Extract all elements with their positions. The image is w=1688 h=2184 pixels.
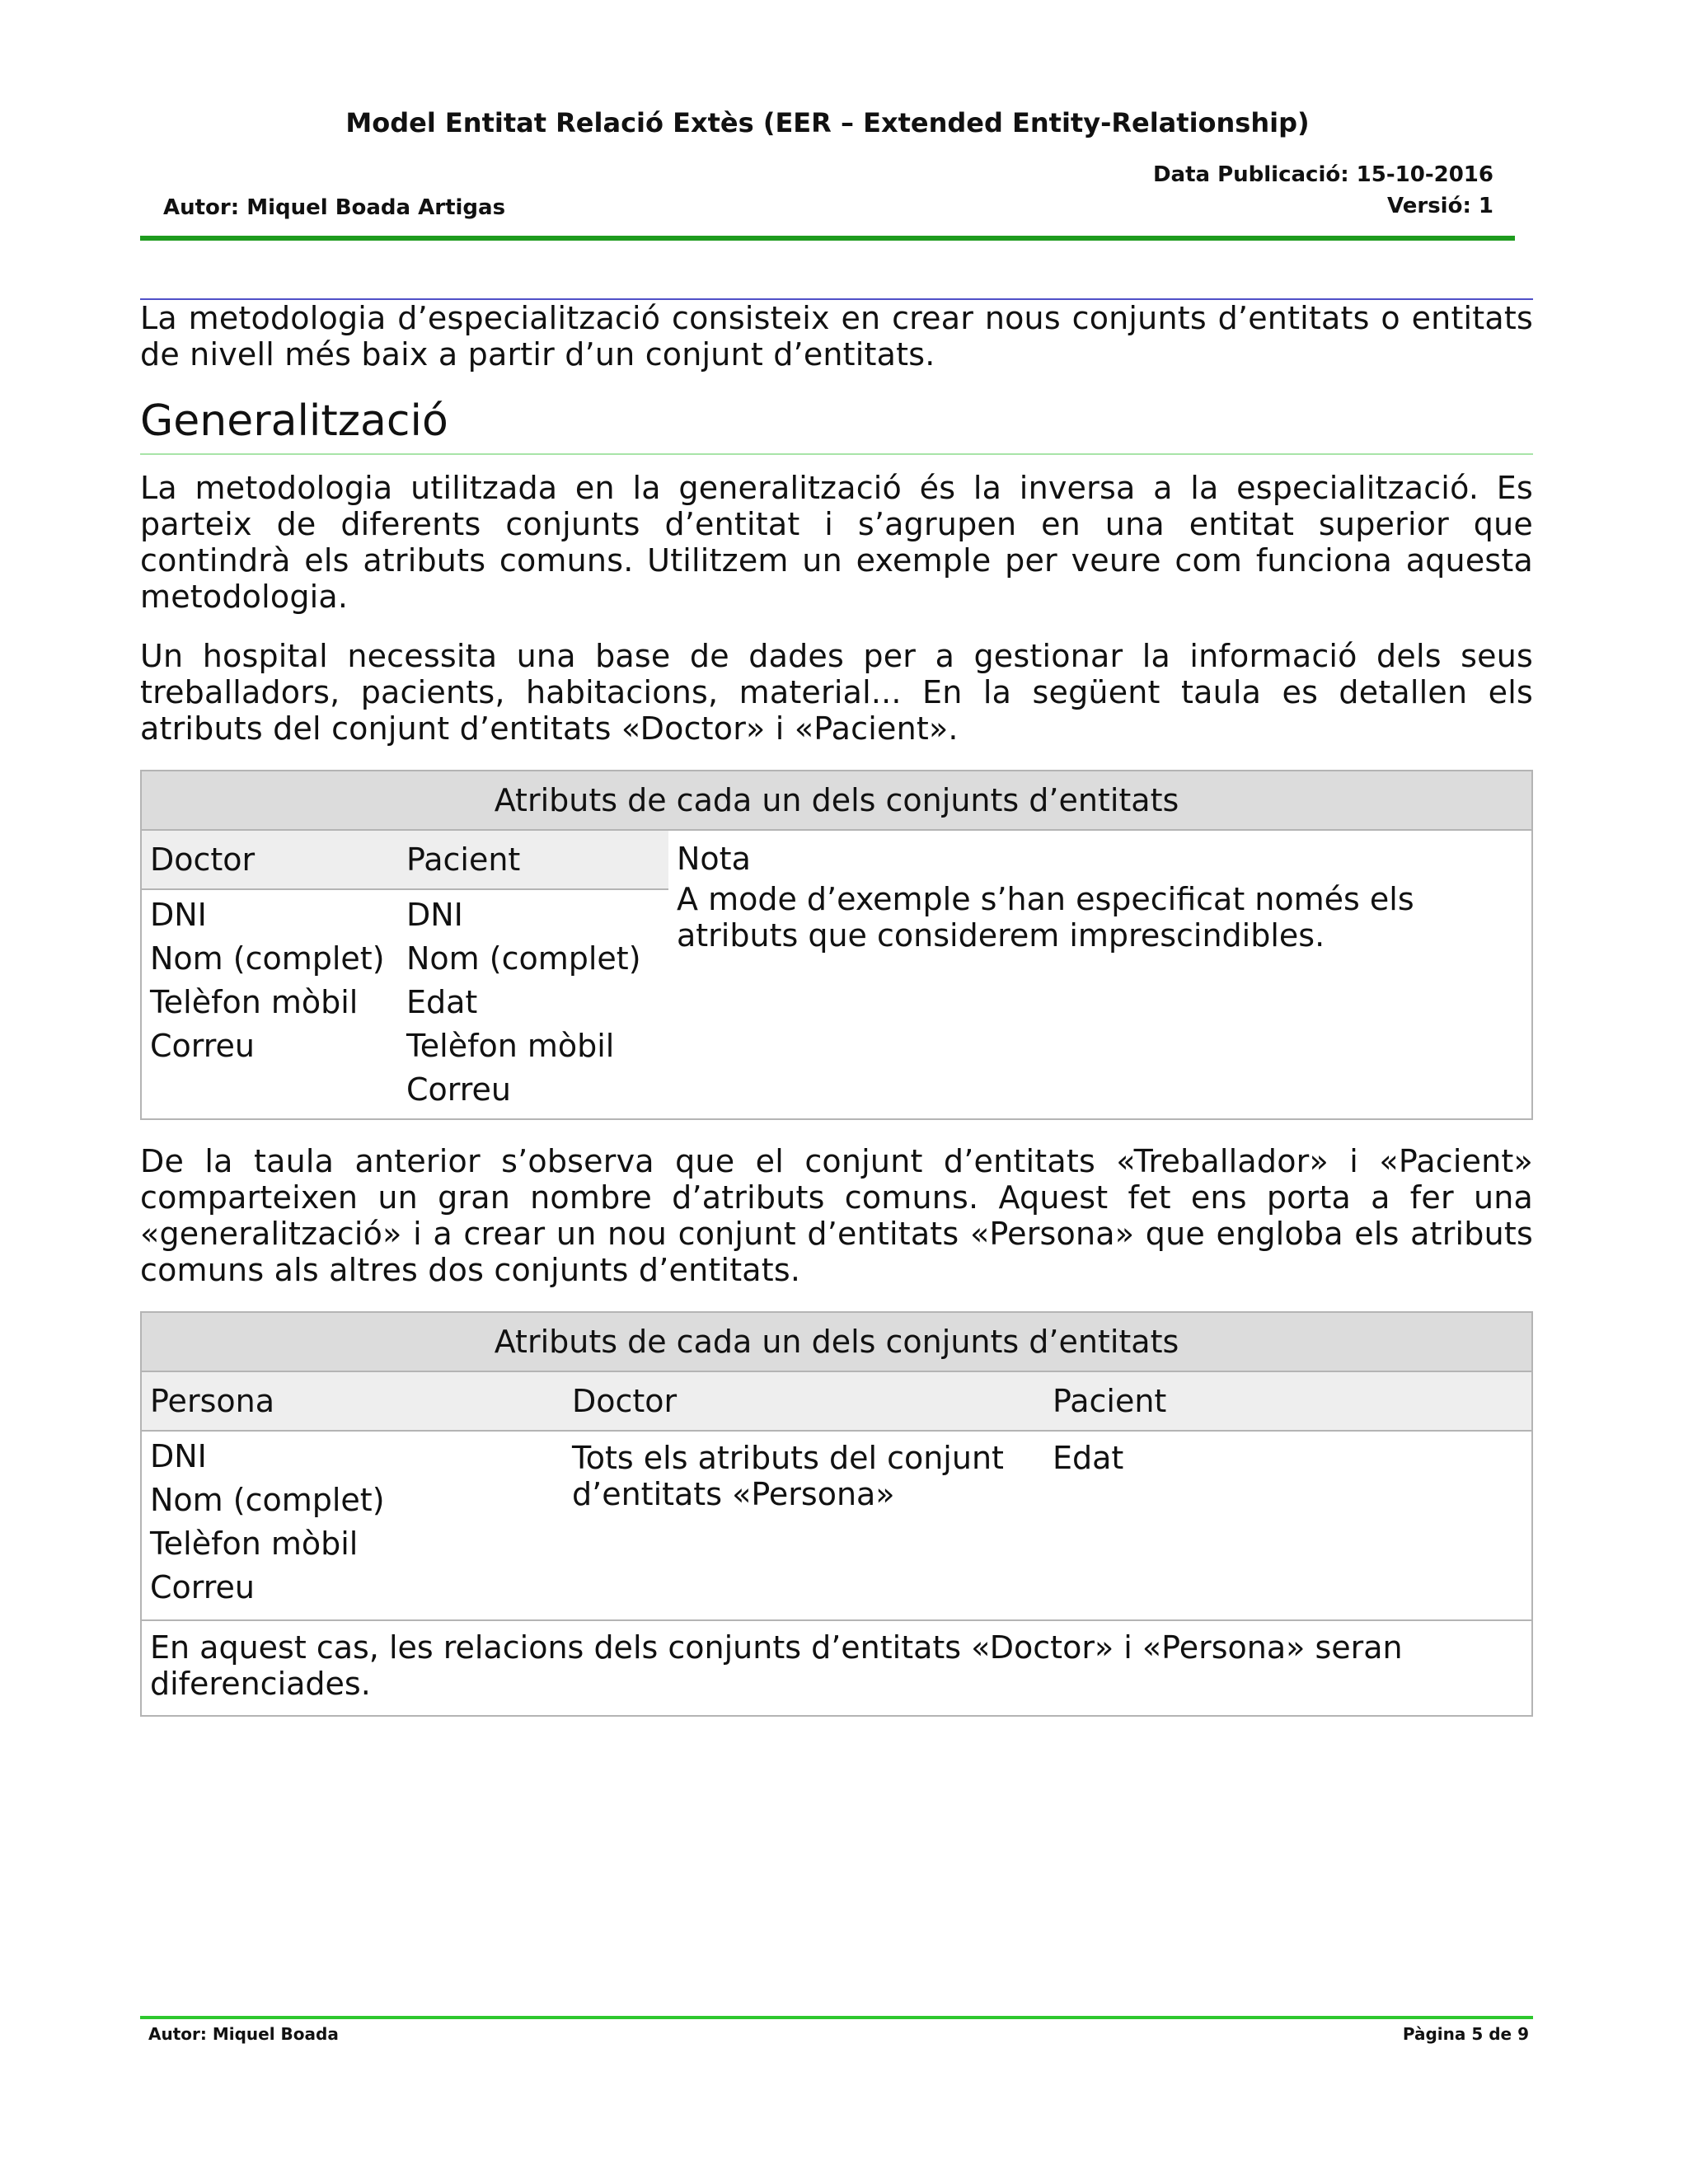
version-label: Versió: 1 [1387,194,1493,218]
table1-header-nota: Nota [677,841,751,877]
page-number: Pàgina 5 de 9 [1402,2024,1529,2044]
attributes-table-1 [140,770,1533,1120]
footer-author: Autor: Miquel Boada [148,2024,339,2044]
table1-note: A mode d’exemple s’han especificat només els atributs que considerem imprescindibles. [677,881,1414,954]
intro-paragraph: La metodologia d’especialització consisteix en crear nous conjunts d’entitats o entitats de nivell més baix a partir d’un conjunt d’entitats. [140,300,1533,373]
section-heading: Generalització [140,396,448,446]
list-item: Nom (complet) [406,940,641,977]
list-item: DNI [150,897,207,933]
table1-caption: Atributs de cada un dels conjunts d’entitats [141,771,1532,830]
list-item: Nom (complet) [150,940,385,977]
table2-pacient-attributes: Edat [1053,1440,1124,1476]
list-item: DNI [150,1438,207,1474]
paragraph-observation: De la taula anterior s’observa que el conjunt d’entitats «Treballador» i «Pacient» comparteixen un gran nombre d’atributs comuns. Aquest fet ens porta a fer una «generalització» i a crear un nou conjunt d’entitats «Persona» que engloba els atributs comuns als altres dos conjunts d’entitats. [140,1143,1533,1288]
heading-divider [140,453,1533,455]
table1-doctor-attributes [141,889,398,1119]
header-divider [140,236,1515,241]
table2-header-pacient: Pacient [1044,1371,1532,1431]
table1-pacient-attributes [398,889,668,1119]
table2-header-doctor: Doctor [564,1371,1044,1431]
table1-header-doctor: Doctor [141,830,398,889]
list-item: Telèfon mòbil [150,984,359,1020]
table1-header-pacient: Pacient [398,830,668,889]
page-content [140,298,1533,1717]
footer-divider [140,2016,1533,2019]
list-item: Edat [406,984,478,1020]
document-title: Model Entitat Relació Extès (EER – Extended Entity-Relationship) [345,107,1310,138]
attributes-table-2 [140,1311,1533,1717]
list-item: Telèfon mòbil [150,1526,359,1562]
list-item: Correu [150,1569,255,1605]
list-item: Telèfon mòbil [406,1028,615,1064]
list-item: Correu [406,1071,511,1108]
paragraph-generalization: La metodologia utilitzada en la generalització és la inversa a la especialització. Es parteix de diferents conjunts d’entitat i s’agrupen en una entitat superior que contindrà els atributs comuns. Utilitzem un exemple per veure com funciona aquesta metodologia. [140,470,1533,615]
table2-header-persona: Persona [141,1371,564,1431]
header-author: Autor: Miquel Boada Artigas [163,195,506,220]
list-item: DNI [406,897,463,933]
table2-footer-note: En aquest cas, les relacions dels conjunts d’entitats «Doctor» i «Persona» seran diferenciades. [141,1620,1532,1716]
paragraph-hospital: Un hospital necessita una base de dades per a gestionar la informació dels seus treballadors, pacients, habitacions, material... En la següent taula es detallen els atributs del conjunt d’entitats «Doctor» i «Pacient». [140,638,1533,747]
table2-persona-attributes [141,1431,564,1620]
table2-caption: Atributs de cada un dels conjunts d’entitats [141,1312,1532,1371]
table1-note-cell [668,830,1532,1119]
list-item: Correu [150,1028,255,1064]
list-item: Nom (complet) [150,1482,385,1518]
table2-doctor-attributes: Tots els atributs del conjunt d’entitats «Persona» [572,1440,1004,1512]
publication-date: Data Publicació: 15-10-2016 [1152,162,1493,187]
